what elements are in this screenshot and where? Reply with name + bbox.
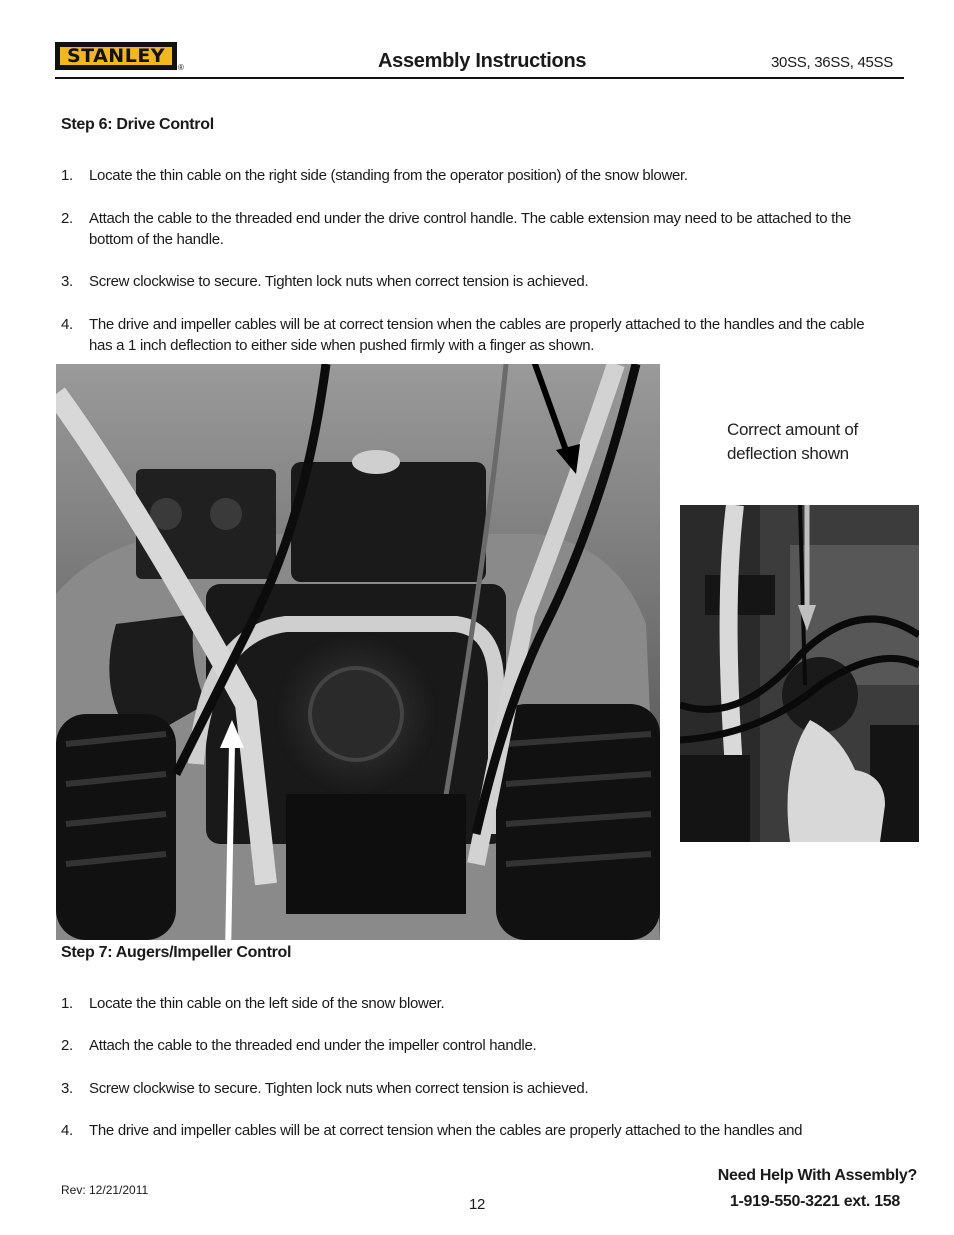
up-arrow-line bbox=[228, 744, 232, 940]
snow-blower-photo bbox=[56, 364, 660, 940]
registered-mark: ® bbox=[178, 63, 184, 72]
step7-item-4-number: 4. bbox=[61, 1122, 73, 1139]
step6-item-2-number: 2. bbox=[61, 210, 73, 227]
step7-item-3-text: Screw clockwise to secure. Tighten lock nuts when correct tension is achieved. bbox=[89, 1080, 589, 1097]
stanley-logo bbox=[55, 42, 185, 74]
down-arrow-line bbox=[530, 364, 568, 456]
step7-item-4 bbox=[61, 1120, 871, 1141]
page-number: 12 bbox=[469, 1196, 486, 1213]
step6-item-3 bbox=[61, 271, 871, 292]
step7-item-3 bbox=[61, 1078, 871, 1099]
step6-item-3-text: Screw clockwise to secure. Tighten lock nuts when correct tension is achieved. bbox=[89, 273, 589, 290]
photo-caption: Correct amount of deflection shown bbox=[727, 420, 858, 463]
step6-item-1 bbox=[61, 165, 871, 186]
step7-item-2-text: Attach the cable to the threaded end under the impeller control handle. bbox=[89, 1037, 537, 1054]
step7-item-1-number: 1. bbox=[61, 995, 73, 1012]
up-arrow-head bbox=[220, 720, 244, 748]
revision-date: Rev: 12/21/2011 bbox=[61, 1183, 149, 1197]
step6-item-2-text: Attach the cable to the threaded end under the drive control handle. The cable extension may need to be attached to the bottom of the handle. bbox=[89, 210, 852, 248]
step6-item-4-text: The drive and impeller cables will be at correct tension when the cables are properly attached to the handles and the cable has a 1 inch deflection to either side when pushed firmly with a finger as shown. bbox=[89, 316, 865, 354]
step7-item-2-number: 2. bbox=[61, 1037, 73, 1054]
step7-heading: Step 7: Augers/Impeller Control bbox=[61, 944, 295, 962]
brand-wordmark: STANLEY bbox=[66, 45, 166, 67]
step7-item-1-text: Locate the thin cable on the left side of the snow blower. bbox=[89, 995, 445, 1012]
model-numbers: 30SS, 36SS, 45SS bbox=[771, 54, 893, 71]
help-heading: Need Help With Assembly? bbox=[717, 1167, 917, 1184]
step6-item-2 bbox=[61, 208, 871, 250]
step6-item-3-number: 3. bbox=[61, 273, 73, 290]
arrow-overlay bbox=[56, 364, 660, 940]
deflection-detail-photo bbox=[680, 505, 919, 842]
header-divider bbox=[55, 77, 904, 79]
page-title: Assembly Instructions bbox=[378, 50, 587, 72]
help-phone-number: 1-919-550-3221 ext. 158 bbox=[729, 1193, 900, 1210]
down-arrow-head bbox=[556, 444, 580, 474]
step7-item-1 bbox=[61, 993, 871, 1014]
deflection-arrow-head bbox=[798, 605, 816, 631]
step6-item-1-number: 1. bbox=[61, 167, 73, 184]
step6-heading: Step 6: Drive Control bbox=[61, 116, 214, 133]
step7-item-2 bbox=[61, 1035, 871, 1056]
deflection-arrow bbox=[680, 505, 919, 842]
step6-item-4 bbox=[61, 314, 871, 356]
step6-item-4-number: 4. bbox=[61, 316, 73, 333]
step7-item-3-number: 3. bbox=[61, 1080, 73, 1097]
step7-item-4-text: The drive and impeller cables will be at correct tension when the cables are properly attached to the handles and bbox=[89, 1122, 803, 1139]
step6-item-1-text: Locate the thin cable on the right side (standing from the operator position) of the snow blower. bbox=[89, 167, 688, 184]
